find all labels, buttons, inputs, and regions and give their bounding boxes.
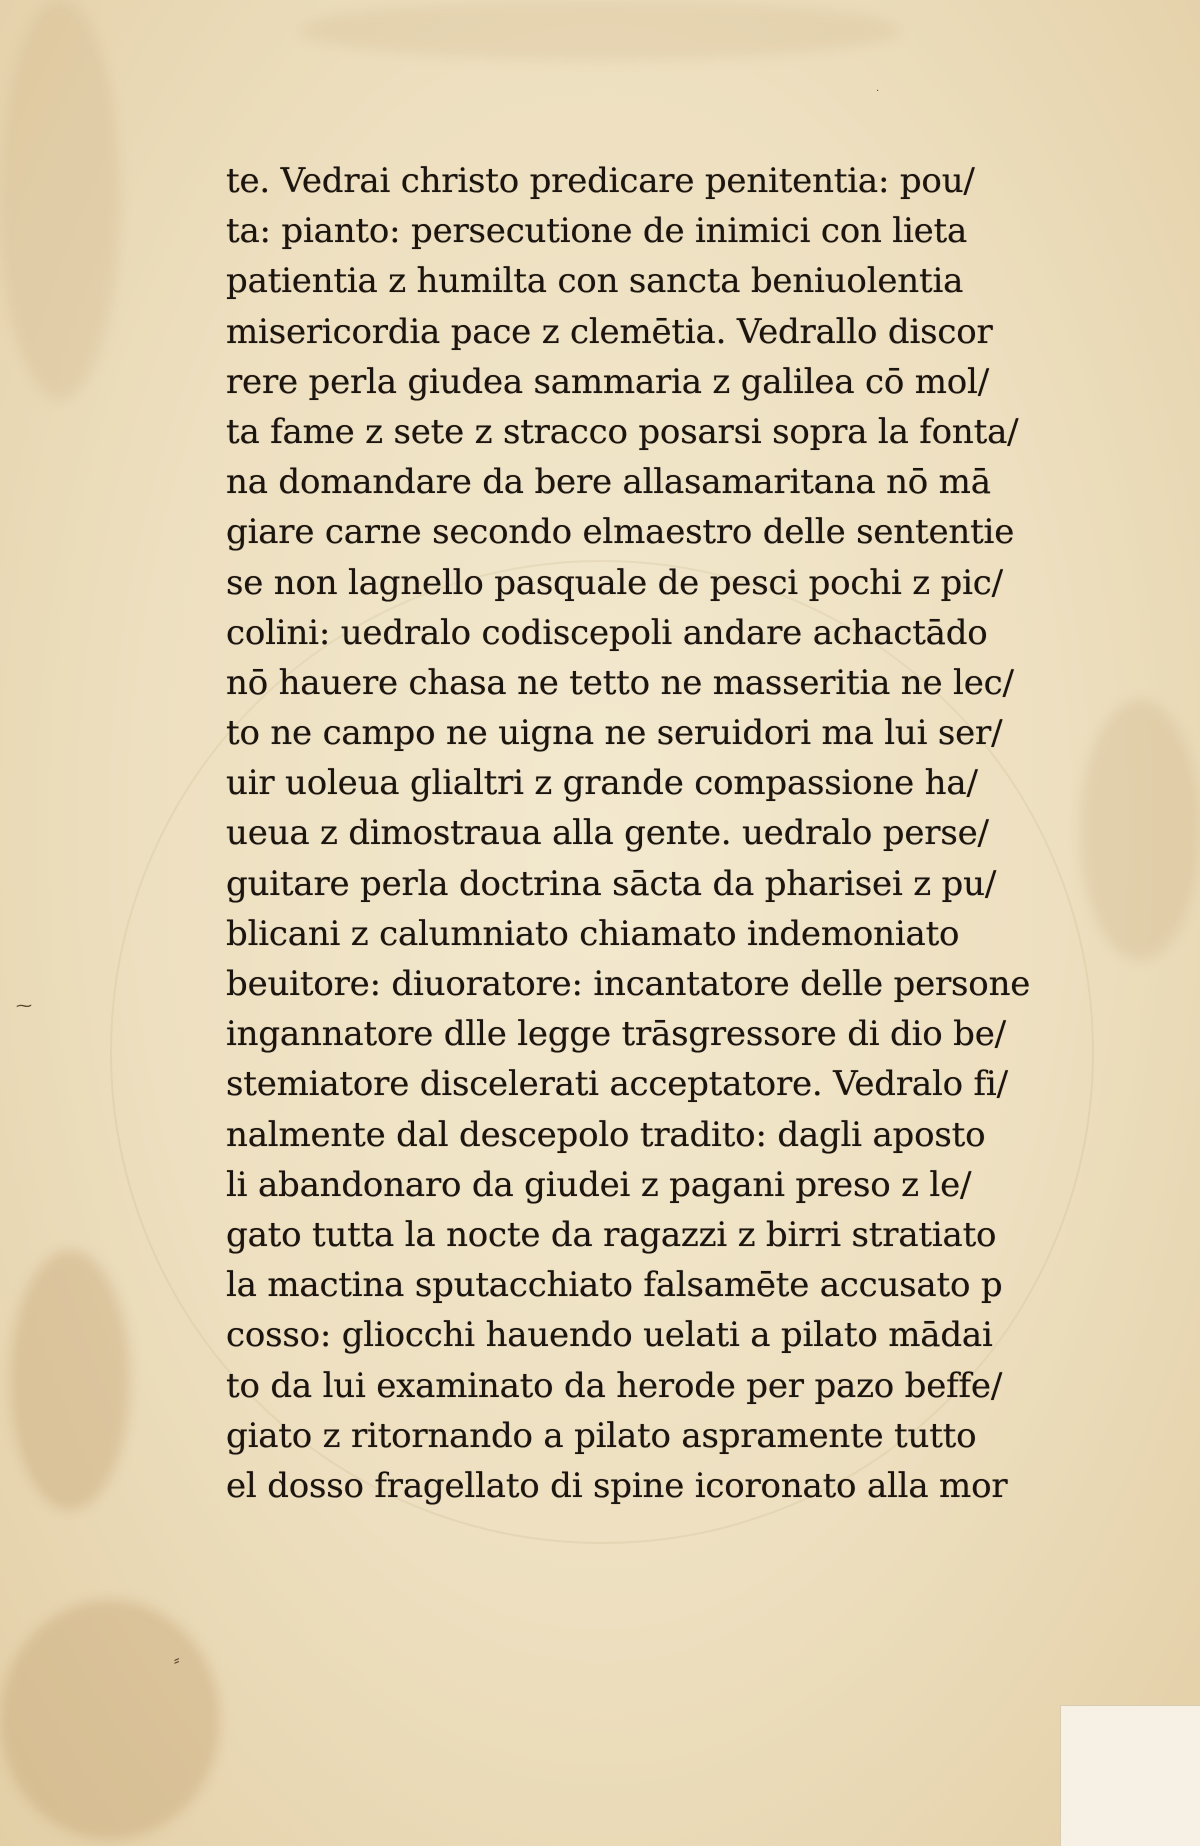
text-line: stemiatore discelerati acceptatore. Vedralo fi/ [226,1064,1008,1105]
text-line: to ne campo ne uigna ne seruidori ma lui ser/ [226,713,1003,754]
text-line: cosso: gliocchi hauendo uelati a pilato mādai [226,1315,993,1356]
text-line: giato z ritornando a pilato aspramente tutto [226,1415,977,1456]
text-line: ta fame z sete z stracco posarsi sopra la fonta/ [226,411,1019,452]
text-line: guitare perla doctrina sācta da pharisei z pu/ [226,863,997,904]
text-line: ueua z dimostraua alla gente. uedralo perse/ [226,813,989,854]
text-line: se non lagnello pasquale de pesci pochi z pic/ [226,562,1003,603]
text-line: blicani z calumniato chiamato indemoniato [226,913,960,954]
foxing-stain [0,1600,220,1840]
text-line: ingannatore dlle legge trāsgressore di dio be/ [226,1014,1006,1055]
text-line: colini: uedralo codiscepoli andare achactādo [226,612,988,653]
text-line: la mactina sputacchiato falsamēte accusato p [226,1265,1003,1306]
text-line: te. Vedrai christo predicare penitentia: pou/ [226,161,975,201]
foxing-stain [0,0,120,400]
text-line: ta: pianto: persecutione de inimici con lieta [226,211,968,252]
text-line: gato tutta la nocte da ragazzi z birri stratiato [226,1214,997,1255]
text-line: patientia z humilta con sancta beniuolentia [226,261,964,302]
foxing-stain [10,1250,130,1510]
paper-repair-patch [1060,1705,1200,1846]
ink-speck: ⸗ [174,1650,180,1669]
text-line: beuitore: diuoratore: incantatore delle persone [226,964,1031,1004]
foxing-stain [1080,700,1200,960]
text-line: uir uoleua glialtri z grande compassione ha/ [226,763,978,804]
foxing-stain [300,0,900,60]
text-line: giare carne secondo elmaestro delle sententie [226,512,1015,553]
text-line: na domandare da bere allasamaritana nō mā [226,462,991,503]
text-line: rere perla giudea sammaria z galilea cō mol/ [226,361,989,402]
ink-speck: · [876,86,880,97]
body-text [226,156,1036,1511]
text-line: nalmente dal descepolo tradito: dagli aposto [226,1114,986,1155]
text-line: li abandonaro da giudei z pagani preso z le/ [226,1164,972,1205]
text-line: to da lui examinato da herode per pazo beffe/ [226,1365,1003,1406]
text-line: nō hauere chasa ne tetto ne masseritia ne lec/ [226,662,1014,703]
text-line: el dosso fragellato di spine icoronato alla mor [226,1465,1008,1506]
ink-speck: ⁓ [16,996,32,1015]
text-line: misericordia pace z clemētia. Vedrallo discor [226,311,993,352]
